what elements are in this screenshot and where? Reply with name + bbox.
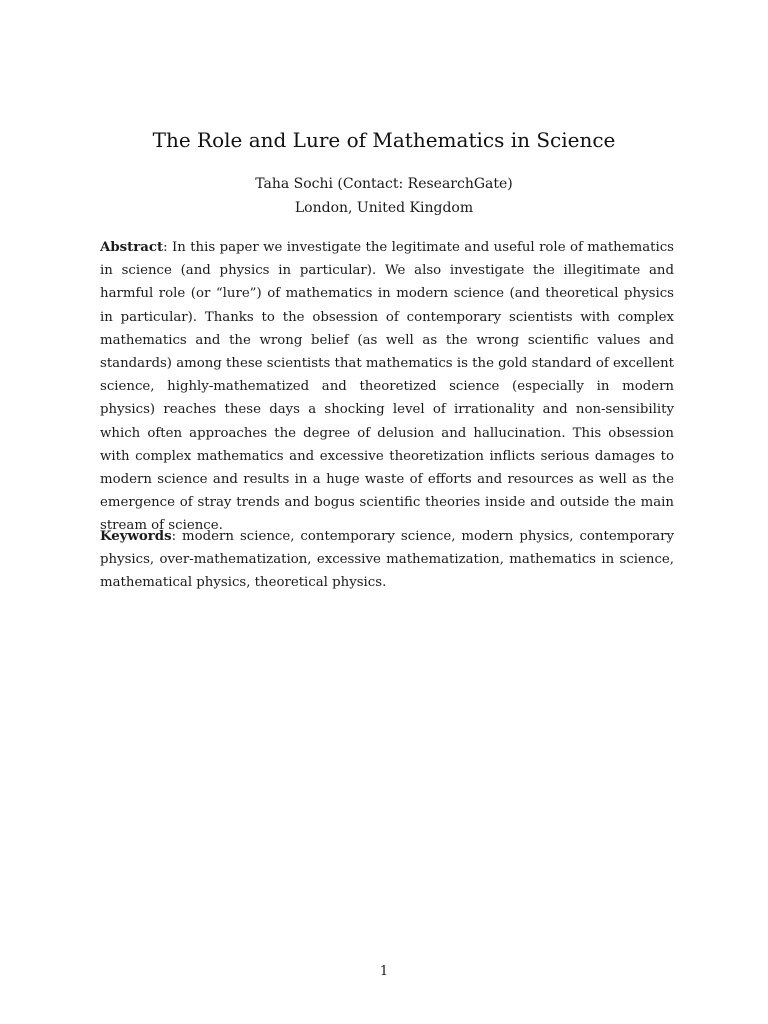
page-number: 1	[379, 964, 389, 979]
author-affiliation: London, United Kingdom	[294, 200, 474, 216]
abstract-label: Abstract	[100, 240, 164, 255]
keywords-text: : modern science, contemporary science, modern physics, contemporary physics, over-mathematization, excessive mathematization, mathematics in science, mathematical physics, theoretical physics.	[100, 529, 674, 591]
keywords-label: Keywords	[100, 529, 172, 544]
abstract-paragraph	[100, 236, 674, 538]
paper-title: The Role and Lure of Mathematics in Science	[152, 128, 616, 152]
keywords-paragraph	[100, 525, 674, 595]
abstract-text: : In this paper we investigate the legitimate and useful role of mathematics in science (and physics in particular). We also investigate the illegitimate and harmful role (or “lure”) of mathematics in modern science (and theoretical physics in particular). Thanks to the obsession of contemporary scientists with complex mathematics and the wrong belief (as well as the wrong scientific values and standards) among these scientists that mathematics is the gold standard of excellent science, highly-mathematized and theoretized science (especially in modern physics) reaches these days a shocking level of irrationality and non-sensibility which often approaches the degree of delusion and hallucination. This obsession with complex mathematics and excessive theoretization inflicts serious damages to modern science and results in a huge waste of efforts and resources as well as the emergence of stray trends and bogus scientific theories inside and outside the main stream of science.	[100, 240, 674, 534]
author-line: Taha Sochi (Contact: ResearchGate)	[255, 176, 513, 192]
